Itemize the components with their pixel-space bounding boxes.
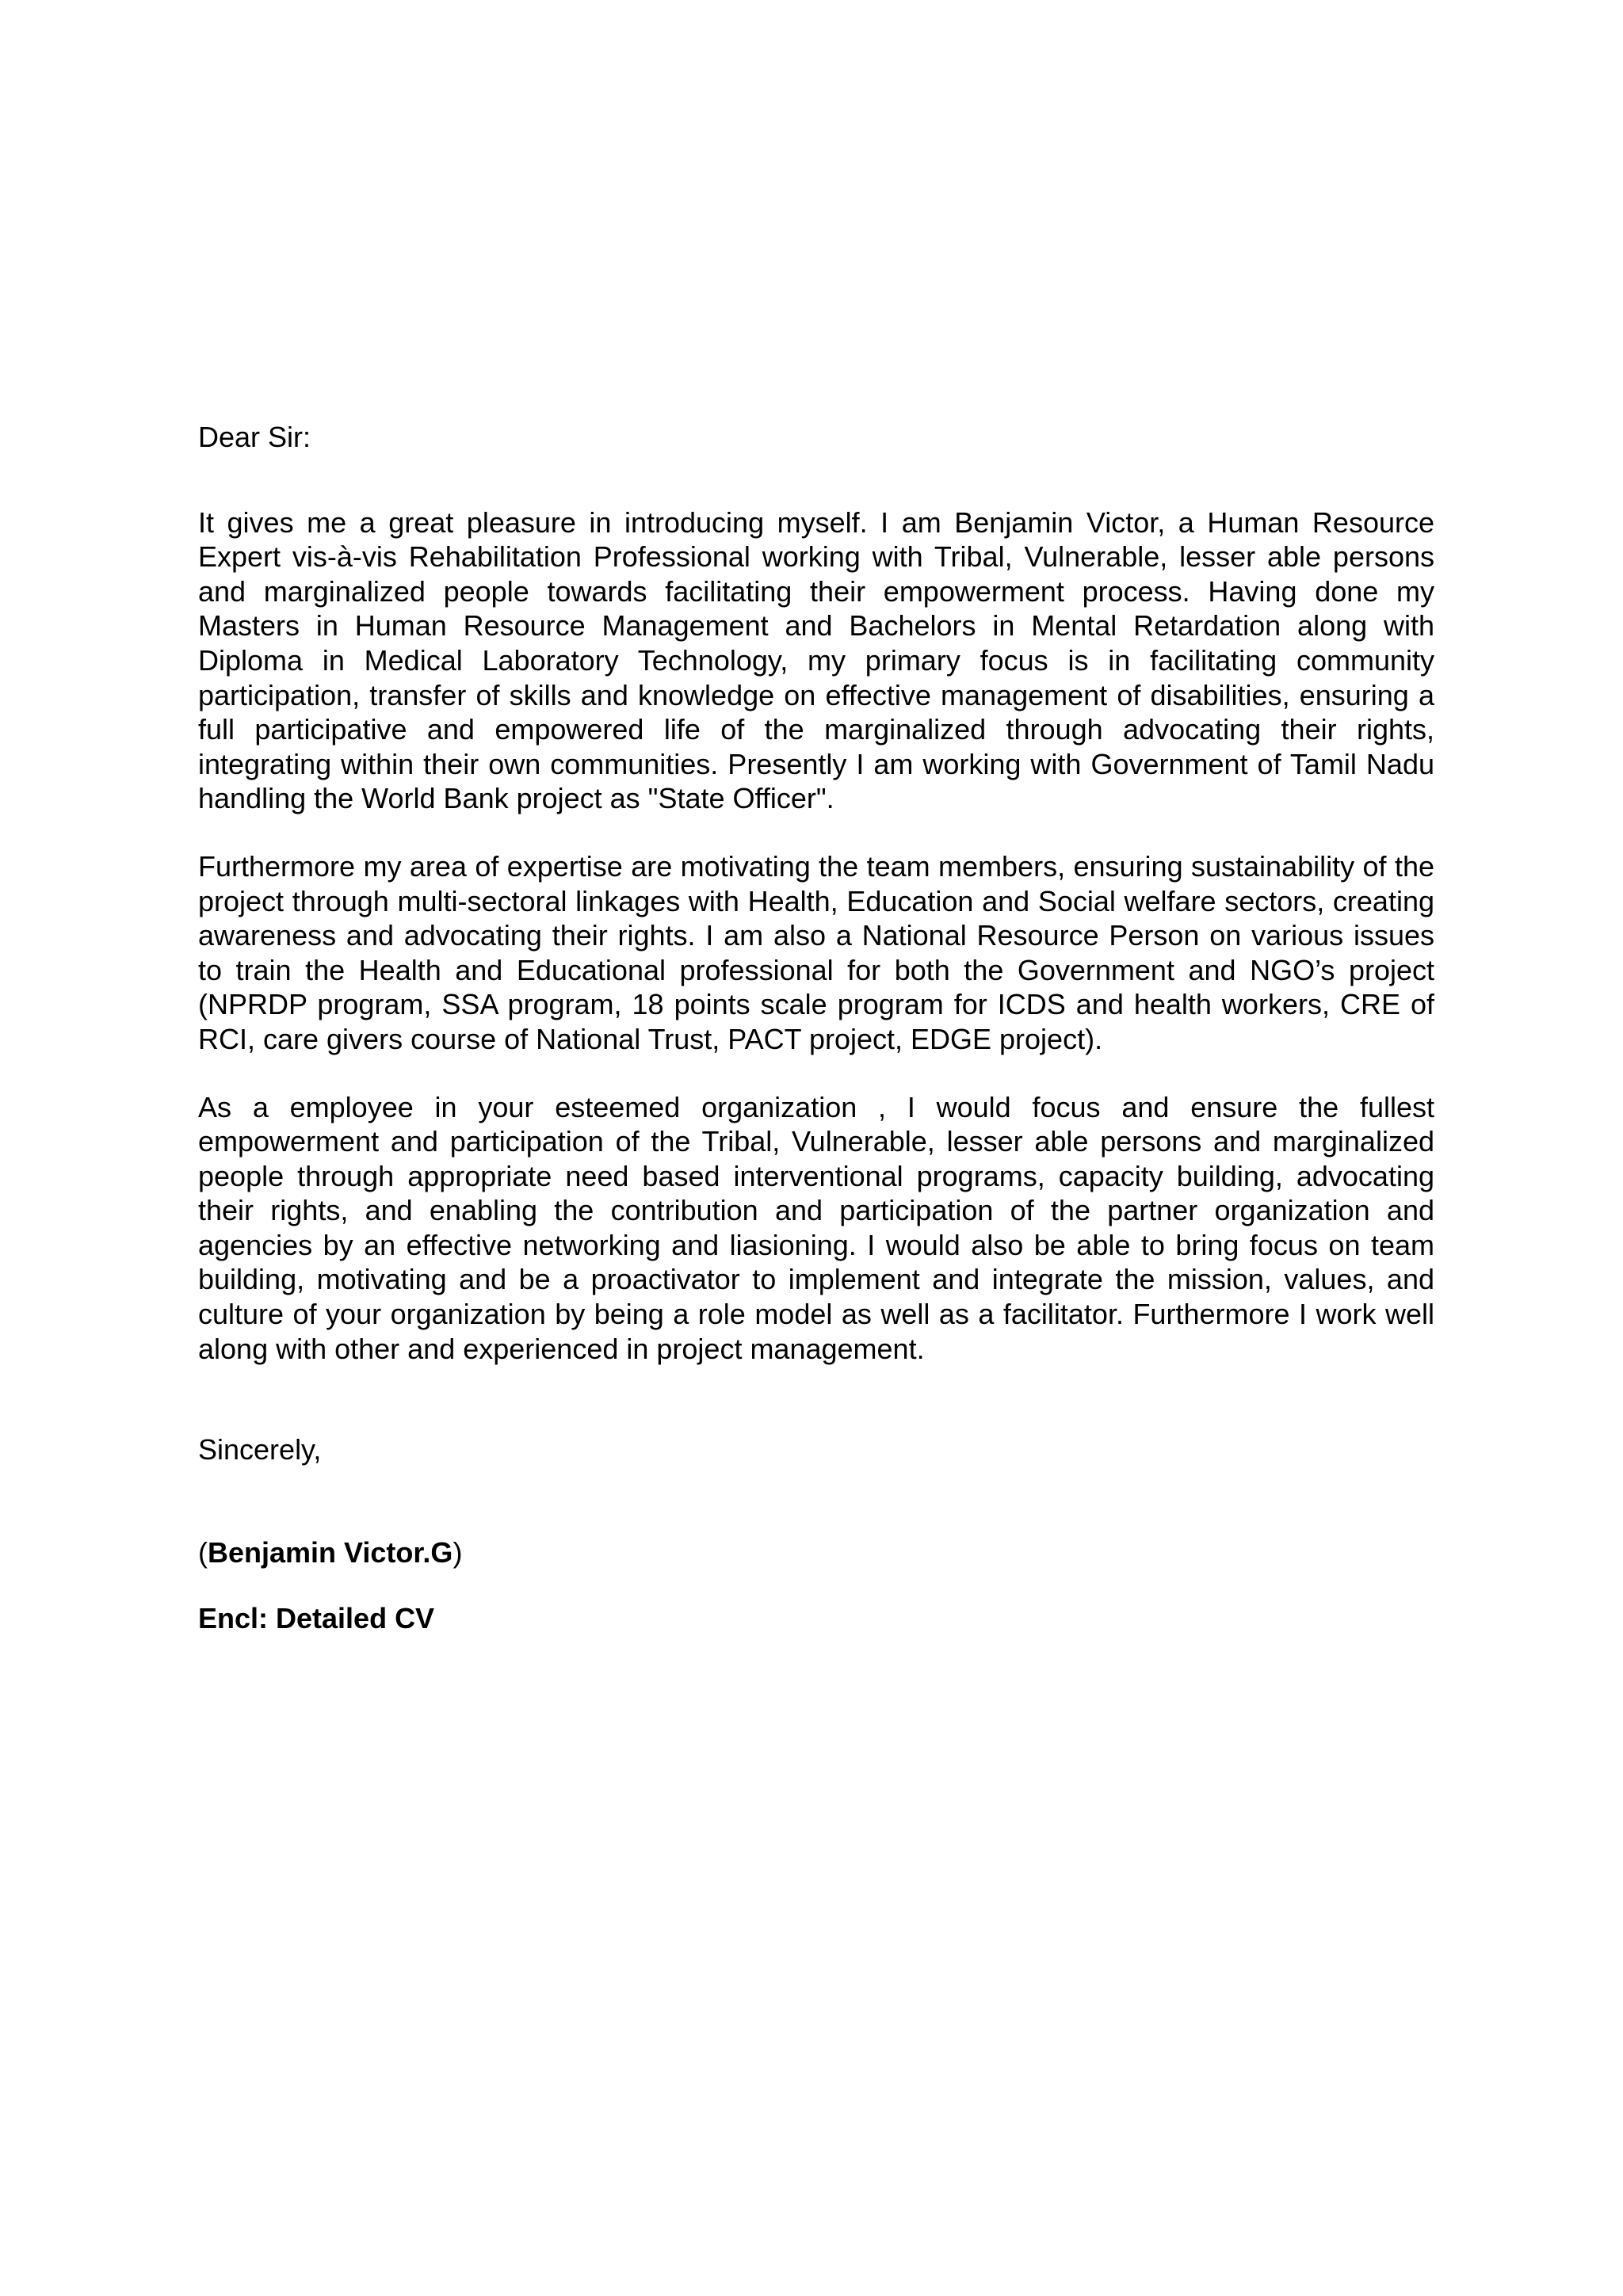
signature-close-paren: ) (453, 1535, 463, 1569)
signature (198, 1535, 1434, 1570)
signature-open-paren: ( (198, 1535, 208, 1569)
paragraph-expertise: Furthermore my area of expertise are motivating the team members, ensuring sustainability of the project through multi-sectoral linkages with Health, Education and Social welfare sectors, creating awareness and advocating their rights. I am also a National Resource Person on various issues to train the Health and Educational professional for both the Government and NGO’s project (NPRDP program, SSA program, 18 points scale program for ICDS and health workers, CRE of RCI, care givers course of National Trust, PACT project, EDGE project). (198, 849, 1434, 1055)
signature-name: Benjamin Victor.G (208, 1535, 453, 1569)
closing: Sincerely, (198, 1433, 322, 1466)
enclosure-note: Encl: Detailed CV (198, 1602, 435, 1635)
salutation: Dear Sir: (198, 421, 311, 453)
letter-body (198, 420, 1434, 1636)
paragraph-contribution: As a employee in your esteemed organization , I would focus and ensure the fullest empowerment and participation of the Tribal, Vulnerable, lesser able persons and marginalized people through appropriate need based interventional programs, capacity building, advocating their rights, and enabling the contribution and participation of the partner organization and agencies by an effective networking and liasioning. I would also be able to bring focus on team building, motivating and be a proactivator to implement and integrate the mission, values, and culture of your organization by being a role model as well as a facilitator. Furthermore I work well along with other and experienced in project management. (198, 1090, 1434, 1365)
paragraph-introduction: It gives me a great pleasure in introducing myself. I am Benjamin Victor, a Human Resource Expert vis-à-vis Rehabilitation Professional working with Tribal, Vulnerable, lesser able persons and marginalized people towards facilitating their empowerment process. Having done my Masters in Human Resource Management and Bachelors in Mental Retardation along with Diploma in Medical Laboratory Technology, my primary focus is in facilitating community participation, transfer of skills and knowledge on effective management of disabilities, ensuring a full participative and empowered life of the marginalized through advocating their rights, integrating within their own communities. Presently I am working with Government of Tamil Nadu handling the World Bank project as "State Officer". (198, 505, 1434, 815)
